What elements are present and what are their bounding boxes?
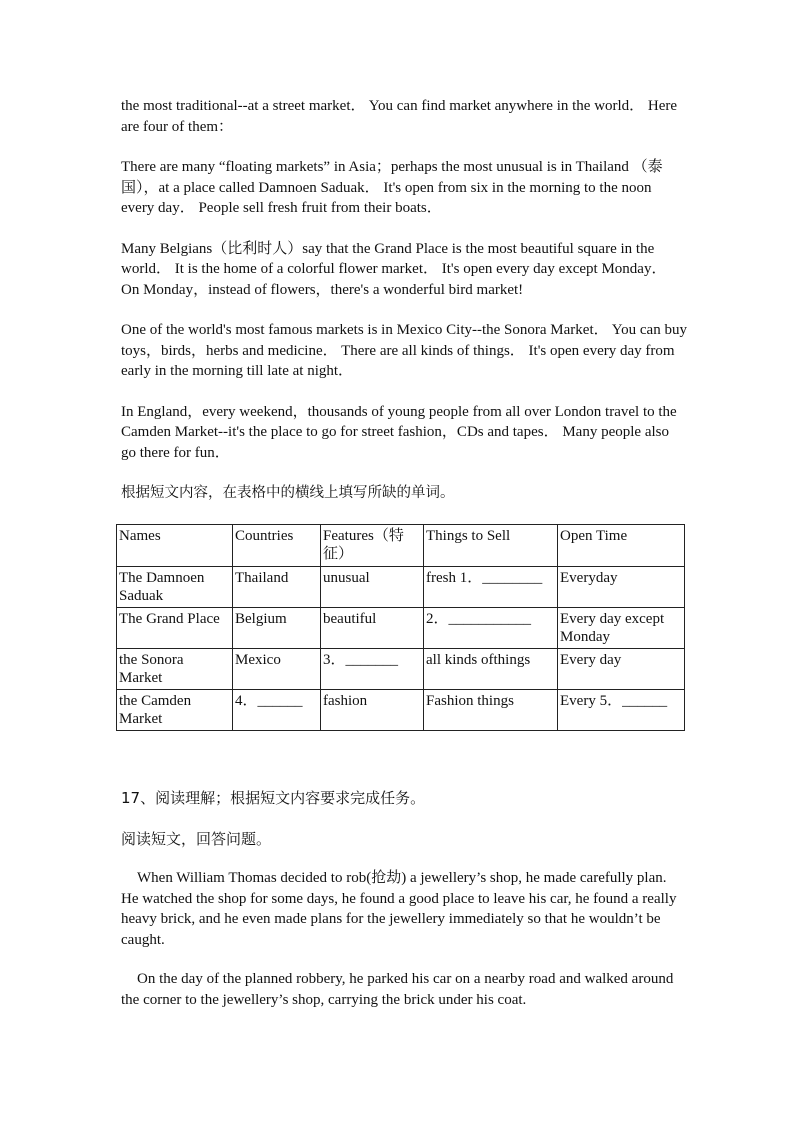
passage-paragraph: There are many “floating markets” in Asia；perhaps the most unusual is in Thailand （泰国），at a place called Damnoen Saduak． It's open from six in the morning to the noon every day． People sell fresh fruit from their boats．: [121, 159, 663, 216]
table-cell: Everyday: [558, 567, 685, 608]
table-cell: The Grand Place: [117, 608, 233, 649]
table-cell: The Damnoen Saduak: [117, 567, 233, 608]
header-cell: Things to Sell: [424, 525, 558, 567]
header-cell: Open Time: [558, 525, 685, 567]
table-row: [117, 567, 685, 608]
table-row: [117, 649, 685, 690]
table-cell: unusual: [321, 567, 424, 608]
blank-cell-3: 3．_______: [321, 649, 424, 690]
table-cell: Belgium: [233, 608, 321, 649]
blank-cell-2: 2．___________: [424, 608, 558, 649]
table-cell: Every day except Monday: [558, 608, 685, 649]
question-heading: 17、阅读理解；根据短文内容要求完成任务。: [121, 789, 426, 807]
passage-paragraph: Many Belgians（比利时人）say that the Grand Place is the most beautiful square in the world． It is the home of a colorful flower market． It's open every day except Monday． On Monday，instead of flowers，there's a wonderful bird market!: [121, 240, 667, 298]
header-cell: Countries: [233, 525, 321, 567]
question-subheading: 阅读短文，回答问题。: [121, 829, 272, 848]
table-cell: fashion: [321, 690, 424, 731]
fill-in-table: [116, 524, 685, 731]
passage-paragraph: One of the world's most famous markets is in Mexico City--the Sonora Market． You can buy toys，birds，herbs and medicine． There are all kinds of things． It's open every day from early in the morning till late at night．: [121, 322, 687, 379]
blank-cell-1: fresh 1．________: [424, 567, 558, 608]
table-cell: all kinds ofthings: [424, 649, 558, 690]
reading-passage: [121, 96, 687, 504]
table-row: [117, 608, 685, 649]
header-cell: Features（特征）: [321, 525, 424, 567]
passage-paragraph: the most traditional--at a street market． You can find market anywhere in the world． Here are four of them：: [121, 98, 678, 135]
table-header-row: [117, 525, 685, 567]
instruction: 根据短文内容，在表格中的横线上填写所缺的单词。: [121, 485, 455, 501]
table-cell: Mexico: [233, 649, 321, 690]
story-paragraph: When William Thomas decided to rob(抢劫) a jewellery’s shop, he made carefully plan. He watched the shop for some days, he found a good place to leave his car, he found a really heavy brick, and he even made plans for the jewellery immediately so that he wouldn’t be caught.: [121, 870, 677, 948]
table-cell: the Camden Market: [117, 690, 233, 731]
blank-cell-5: Every 5．______: [558, 690, 685, 731]
header-cell: Names: [117, 525, 233, 567]
table-cell: Fashion things: [424, 690, 558, 731]
blank-cell-4: 4．______: [233, 690, 321, 731]
table-row: [117, 690, 685, 731]
story-paragraph: On the day of the planned robbery, he parked his car on a nearby road and walked around the corner to the jewellery’s shop, carrying the brick under his coat.: [121, 971, 674, 1008]
table-cell: Thailand: [233, 567, 321, 608]
passage-paragraph: In England，every weekend，thousands of young people from all over London travel to the Camden Market--it's the place to go for street fashion，CDs and tapes． Many people also go there for fun．: [121, 403, 677, 461]
table-cell: the Sonora Market: [117, 649, 233, 690]
table-cell: beautiful: [321, 608, 424, 649]
table-cell: Every day: [558, 649, 685, 690]
question-17: [121, 788, 687, 1010]
